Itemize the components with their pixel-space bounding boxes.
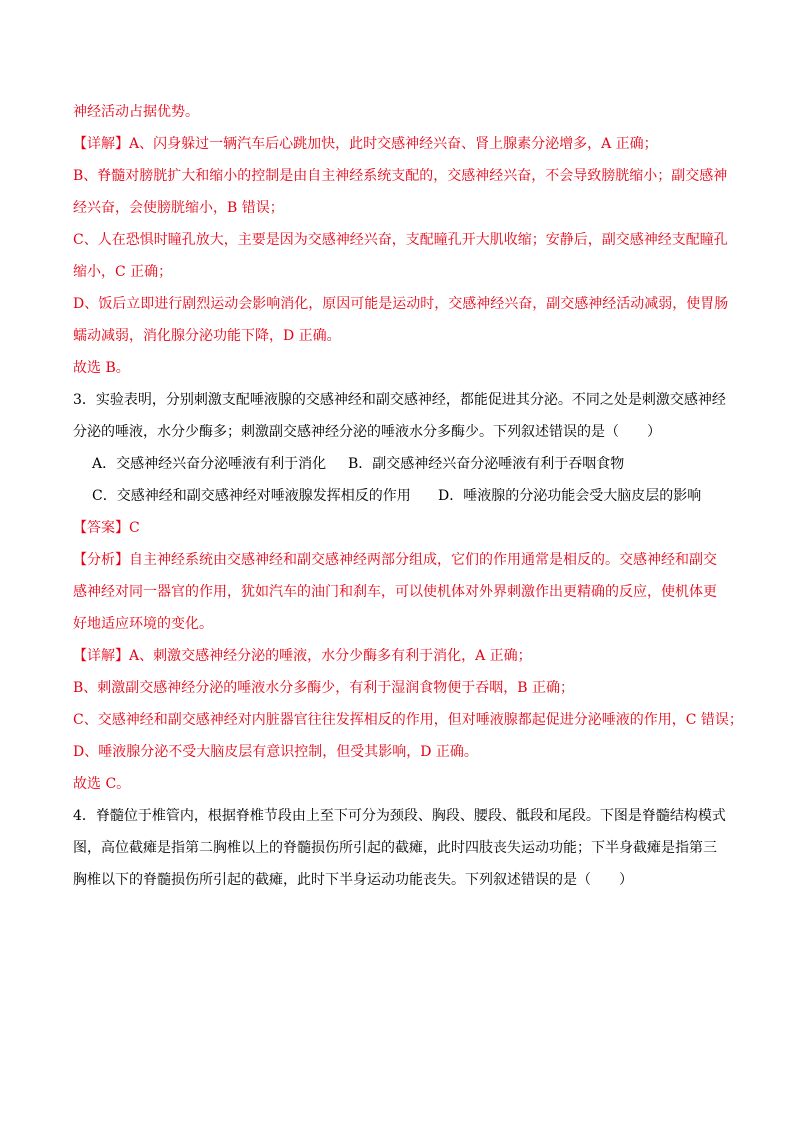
question-4-stem: 4．脊髓位于椎管内，根据脊椎节段由上至下可分为颈段、胸段、腰段、骶段和尾段。下图是脊髓结构模式 bbox=[73, 808, 726, 824]
answer-label: 【答案】C bbox=[73, 520, 140, 536]
text-line: B、刺激副交感神经分泌的唾液水分多酶少，有利于湿润食物便于吞咽，B 正确； bbox=[73, 680, 575, 696]
text-line: B、脊髓对膀胱扩大和缩小的控制是由自主神经系统支配的，交感神经兴奋，不会导致膀胱缩小；副交感神 bbox=[73, 168, 728, 184]
text-line: 缩小，C 正确； bbox=[73, 264, 173, 280]
text-line: 感神经对同一器官的作用，犹如汽车的油门和刹车，可以使机体对外界刺激作出更精确的反应，使机体更 bbox=[73, 584, 717, 600]
text-line: 故选 B。 bbox=[73, 360, 130, 376]
text-line: 【详解】A、闪身躲过一辆汽车后心跳加快，此时交感神经兴奋、肾上腺素分泌增多，A 正确； bbox=[73, 136, 658, 152]
text-line: 故选 C。 bbox=[73, 776, 131, 792]
text-line: 好地适应环境的变化。 bbox=[73, 616, 213, 632]
text-line: D、唾液腺分泌不受大脑皮层有意识控制，但受其影响，D 正确。 bbox=[73, 744, 478, 760]
text-line: 蠕动减弱，消化腺分泌功能下降，D 正确。 bbox=[73, 328, 341, 344]
text-line: D、饭后立即进行剧烈运动会影响消化，原因可能是运动时，交感神经兴奋，副交感神经活动减弱，使胃肠 bbox=[73, 296, 729, 312]
q3-option-d: D．唾液腺的分泌功能会受大脑皮层的影响 bbox=[438, 488, 702, 504]
q3-option-c: C．交感神经和副交感神经对唾液腺发挥相反的作用 bbox=[92, 488, 411, 504]
text-line: 神经活动占据优势。 bbox=[73, 104, 199, 120]
q3-option-a: A．交感神经兴奋分泌唾液有利于消化 bbox=[92, 456, 327, 472]
question-3-stem: 分泌的唾液，水分少酶多；刺激副交感神经分泌的唾液水分多酶少。下列叙述错误的是（ ） bbox=[73, 424, 661, 440]
q3-option-b: B．副交感神经兴奋分泌唾液有利于吞咽食物 bbox=[348, 456, 625, 472]
text-line: 【详解】A、刺激交感神经分泌的唾液，水分少酶多有利于消化，A 正确； bbox=[73, 648, 532, 664]
text-line: 经兴奋，会使膀胱缩小，B 错误； bbox=[73, 200, 284, 216]
text-line: 【分析】自主神经系统由交感神经和副交感神经两部分组成，它们的作用通常是相反的。交感神经和副交 bbox=[73, 552, 717, 568]
text-line: C、交感神经和副交感神经对内脏器官往往发挥相反的作用，但对唾液腺都起促进分泌唾液的作用，C 错误； bbox=[73, 712, 743, 728]
text-line: C、人在恐惧时瞳孔放大，主要是因为交感神经兴奋，支配瞳孔开大肌收缩；安静后，副交感神经支配瞳孔 bbox=[73, 232, 728, 248]
question-4-stem: 胸椎以下的脊髓损伤所引起的截瘫，此时下半身运动功能丧失。下列叙述错误的是（ ） bbox=[73, 872, 633, 888]
question-4-stem: 图，高位截瘫是指第二胸椎以上的脊髓损伤所引起的截瘫，此时四肢丧失运动功能；下半身截瘫是指第三 bbox=[73, 840, 717, 856]
question-3-stem: 3．实验表明，分别刺激支配唾液腺的交感神经和副交感神经，都能促进其分泌。不同之处是刺激交感神经 bbox=[73, 392, 726, 408]
